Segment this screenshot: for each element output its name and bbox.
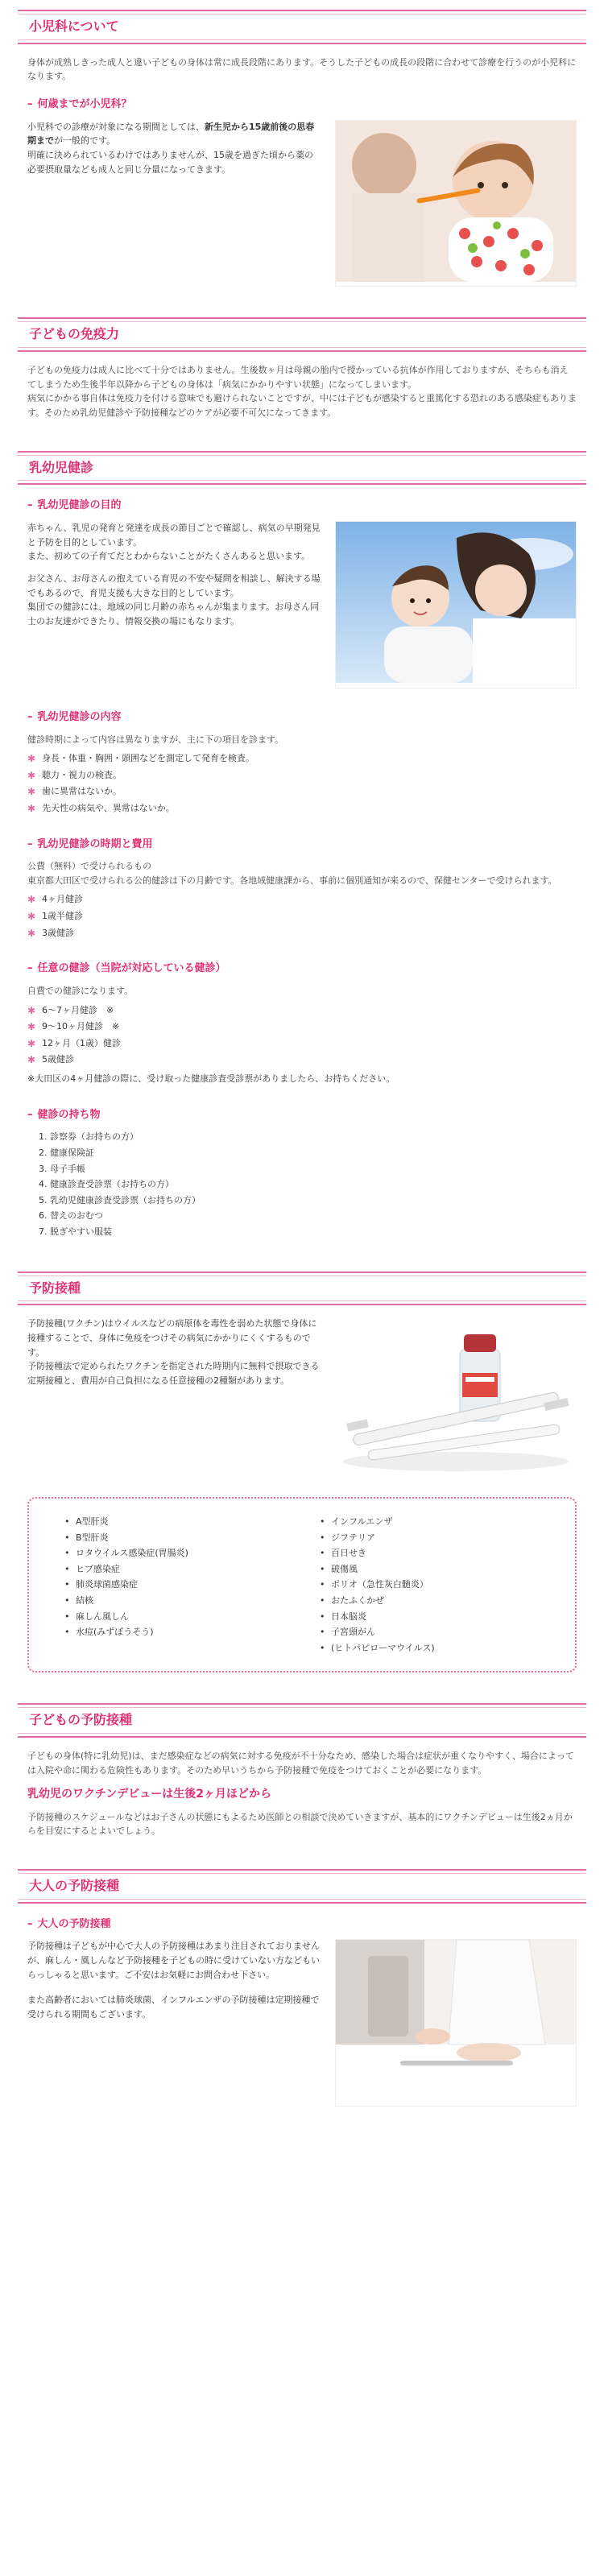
list-item: ✱ 聴力・視力の検査。	[27, 768, 577, 783]
page	[0, 10, 604, 2123]
section-header	[18, 451, 586, 486]
list-item: • 水痘(みずぼうそう)	[64, 1625, 300, 1639]
dash-icon: –	[27, 710, 33, 723]
sub-title: – 何歳までが小児科？	[27, 97, 132, 110]
dash-icon: –	[27, 1917, 33, 1930]
list-item-continued: • (ヒトパピローマウイルス)	[320, 1641, 556, 1656]
section-header	[18, 1869, 586, 1904]
vaccination-text-2: 予防接種法で定められたワクチンを指定された時期内に無料で摂取できる定期接種と、費用が自己負担になる任意接種の2種類があります。	[27, 1361, 320, 1386]
vaccination-block	[18, 1317, 586, 1482]
vaccine-list-right	[320, 1513, 556, 1656]
list-item: ✱ 5歳健診	[27, 1052, 577, 1067]
list-item: • ヒブ感染症	[64, 1562, 300, 1577]
timing-text-1: 公費（無料）で受けられるもの	[27, 861, 151, 872]
sub-title: – 乳幼児健診の時期と費用	[27, 837, 153, 850]
list-item: ✱ 4ヶ月健診	[27, 892, 577, 907]
sub-title: – 乳幼児健診の内容	[27, 710, 122, 723]
section-header	[18, 1271, 586, 1306]
list-item: ✱ 歯に異常はないか。	[27, 784, 577, 799]
list-item: • 結核	[64, 1594, 300, 1608]
purpose-text-3: お父さん、お母さんの抱えている育児の不安や疑問を相談し、解決する場でもあるので、育児支援も大きな目的としています。	[27, 573, 321, 598]
age-block: 小児科での診療が対象になる期間としては、新生児から15歳前後の思春期までが一般的です。 明確に決められているわけではありませんが、15歳を過ぎた頃から薬の必要摂取量なども成人と同じ分量になってきます。	[18, 120, 586, 287]
dash-icon: –	[27, 499, 33, 512]
section-title: 乳幼児健診	[29, 459, 94, 475]
mother-child-image	[335, 521, 577, 688]
sub-title: – 乳幼児健診の目的	[27, 499, 122, 512]
list-item: ✱ 身長・体重・胸囲・頭囲などを測定して発育を検査。	[27, 751, 577, 766]
list-item: ✱ 1歳半健診	[27, 909, 577, 924]
content-intro: 健診時期によって内容は異なりますが、主に下の項目を診ます。	[27, 734, 284, 745]
list-item: • ポリオ（急性灰白髄炎）	[320, 1577, 556, 1592]
list-item: 3. 母子手帳	[50, 1162, 586, 1176]
purpose-text-4: 集団での健診には、地域の同じ月齢の赤ちゃんが集まります。お母さん同士のお友達ができたり、情報交換の場にもなります。	[27, 602, 320, 626]
section-title: 予防接種	[29, 1280, 81, 1296]
child-vaccination-text: 子どもの身体(特に乳幼児)は、まだ感染症などの病気に対する免疫が不十分なため、感染した場合は症状が重くなりやすく、場合によっては入院や命に関わる危険性もあります。そのため早いうちから予防接種で免疫をつけておくことが必要になります。	[27, 1751, 574, 1776]
dash-icon: –	[27, 962, 33, 975]
list-item: 1. 診察券（お持ちの方）	[50, 1130, 586, 1144]
purpose-text-2: また、初めての子育てだとわからないことがたくさんあると思います。	[27, 551, 311, 562]
timing-list	[18, 892, 586, 940]
optional-list	[18, 1003, 586, 1067]
vaccine-list-left	[64, 1513, 300, 1656]
child-vaccination-text-2: 予防接種のスケジュールなどはお子さんの状態にもよるため医師との相談で決めていきますが、基本的にワクチンデビューは生後2ヵ月からを目安にするとよいでしょう。	[27, 1811, 573, 1837]
dash-icon: –	[27, 1108, 33, 1121]
adult-text-1: 予防接種は子どもが中心で大人の予防接種はあまり注目されておりませんが、麻しん・風しんなど予防接種を子どもの時に受けていない方などもいらっしゃると思います。ご不安はお気軽にお問合わせ下さい。	[27, 1941, 320, 1980]
list-item: • B型肝炎	[64, 1531, 300, 1545]
timing-text-2: 東京都大田区で受けられる公的健診は下の月齢です。各地域健康課から、事前に個別通知が来るので、保健センターで受けられます。	[27, 875, 557, 886]
optional-note: ※大田区の4ヶ月健診の際に、受け取った健康診査受診票がありましたら、お持ちください。	[27, 1073, 395, 1085]
list-item: 4. 健康診査受診票（お持ちの方）	[50, 1177, 586, 1192]
sub-title: – 任意の健診（当院が対応している健診）	[27, 962, 226, 975]
optional-intro: 自費での健診になります。	[27, 986, 134, 997]
list-item: ✱ 3歳健診	[27, 926, 577, 941]
dash-icon: –	[27, 837, 33, 850]
section-checkup	[0, 451, 604, 1239]
list-item: ✱ 12ヶ月（1歳）健診	[27, 1036, 577, 1051]
list-item: 7. 脱ぎやすい服装	[50, 1225, 586, 1239]
section-header	[18, 1703, 586, 1738]
vaccine-image	[335, 1317, 577, 1482]
adult-block	[18, 1939, 586, 2107]
dash-icon: –	[27, 97, 33, 110]
list-item: 2. 健康保険証	[50, 1146, 586, 1160]
list-item: • おたふくかぜ	[320, 1594, 556, 1608]
section-vaccination	[0, 1271, 604, 1673]
list-item: • ロタウイルス感染症(胃腸炎)	[64, 1546, 300, 1561]
intro-text: 身体が成熟しきった成人と違い子どもの身体は常に成長段階にあります。そうした子どもの成長の段階に合わせて診療を行うのが小児科になります。	[27, 56, 577, 82]
section-immunity	[0, 317, 604, 420]
list-item: • インフルエンザ	[320, 1515, 556, 1529]
list-item: 5. 乳幼児健康診査受診票（お持ちの方）	[50, 1193, 586, 1208]
list-item: ✱ 6〜7ヶ月健診 ※	[27, 1003, 577, 1018]
list-item: • 子宮頸がん	[320, 1625, 556, 1639]
age-bold: 新生児から15歳前後の思春期まで	[27, 121, 315, 147]
section-title: 大人の予防接種	[29, 1877, 120, 1893]
vaccine-list-box	[27, 1497, 577, 1673]
immunity-text: 子どもの免疫力は成人に比べて十分ではありません。生後数ヶ月は母親の胎内で授かっている抗体が作用しておりますが、そちらも消えてしまうため生後半年以降から子どもの身体は「病気にかかりやすい状態」になってしまいます。	[27, 365, 569, 390]
list-item: • 破傷風	[320, 1562, 556, 1577]
list-item: • 肺炎球菌感染症	[64, 1577, 300, 1592]
adult-text-2: また高齢者においては肺炎球菌、インフルエンザの予防接種は定期接種で受けられる期間もございます。	[27, 1995, 320, 2020]
purpose-text-1: 赤ちゃん、乳児の発育と発達を成長の節目ごとで確認し、病気の早期発見と予防を目的としています。	[27, 523, 321, 548]
list-item: • 日本脳炎	[320, 1610, 556, 1624]
section-title: 子どもの免疫力	[29, 326, 120, 342]
sub-title: – 健診の持ち物	[27, 1108, 101, 1121]
immunity-text-2: 病気にかかる事自体は免疫力を付ける意味でも避けられないことですが、中には子どもが感染すると重篤化する恐れのある感染症もあります。そのため乳幼児健診や予防接種などのケアが必要不可欠になってきます。	[27, 393, 577, 418]
bring-list	[26, 1130, 586, 1238]
section-title: 小児科について	[29, 19, 119, 34]
section-header	[18, 10, 586, 44]
section-pediatrics	[0, 10, 604, 287]
section-adult-vaccination	[0, 1869, 604, 2107]
child-eating-image	[335, 120, 577, 287]
list-item: ✱ 9〜10ヶ月健診 ※	[27, 1019, 577, 1034]
section-child-vaccination	[0, 1703, 604, 1838]
vaccine-debut-highlight: 乳幼児のワクチンデビューは生後2ヶ月ほどから	[27, 1788, 272, 1801]
list-item: • ジフテリア	[320, 1531, 556, 1545]
sub-title: – 大人の予防接種	[27, 1917, 111, 1930]
list-item: 6. 替えのおむつ	[50, 1209, 586, 1223]
list-item: • 百日せき	[320, 1546, 556, 1561]
content-list	[18, 751, 586, 815]
age-text: 小児科での診療が対象になる期間としては、	[27, 121, 205, 132]
list-item: ✱ 先天性の病気や、異常はないか。	[27, 801, 577, 816]
list-item: • 麻しん風しん	[64, 1610, 300, 1624]
section-title: 子どもの予防接種	[29, 1712, 133, 1728]
doctor-consultation-image	[335, 1939, 577, 2107]
list-item: • A型肝炎	[64, 1515, 300, 1529]
section-header	[18, 317, 586, 352]
vaccination-text-1: 予防接種(ワクチン)はウイルスなどの病原体を毒性を弱めた状態で身体に接種することで、身体に免疫をつけその病気にかかりにくくするものです。	[27, 1318, 317, 1358]
age-text-3: 明確に決められているわけではありませんが、15歳を過ぎた頃から薬の必要摂取量なども成人と同じ分量になってきます。	[27, 149, 313, 175]
purpose-block	[18, 521, 586, 688]
